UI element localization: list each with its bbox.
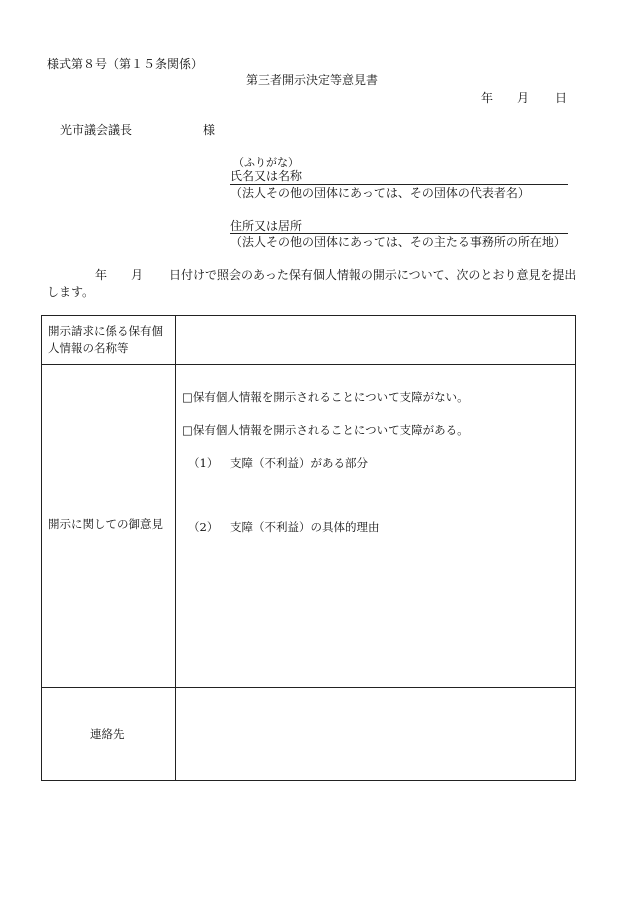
item1-number: （1）: [188, 456, 219, 470]
info-name-field[interactable]: [176, 316, 575, 364]
date-year-label: 年: [481, 91, 494, 105]
row-label-opinion: 開示に関しての御意見: [48, 517, 163, 531]
row-label-info-name: 開示請求に係る保有個 人情報の名称等: [48, 324, 163, 356]
document-title: 第三者開示決定等意見書: [246, 73, 379, 87]
name-underline: [230, 184, 568, 185]
checkbox-no-issue[interactable]: □保有個人情報を開示されることについて支障がない。: [182, 390, 469, 404]
intro-month-label: 月: [131, 268, 144, 282]
intro-year-label: 年: [95, 268, 108, 282]
row-label-contact: 連絡先: [90, 727, 125, 741]
intro-text-line2: します。: [47, 285, 95, 299]
opinion-cell: [176, 365, 575, 687]
intro-text-line1: 日付けで照会のあった保有個人情報の開示について、次のとおり意見を提出: [169, 268, 577, 282]
addressee-honorific: 様: [203, 123, 216, 137]
name-note: （法人その他の団体にあっては、その団体の代表者名）: [230, 186, 530, 200]
address-underline: [230, 233, 568, 234]
address-note: （法人その他の団体にあっては、その主たる事務所の所在地）: [230, 235, 566, 249]
furigana-label: （ふりがな）: [233, 156, 299, 169]
opinion-form-table: [41, 315, 576, 781]
item2-label: 支障（不利益）の具体的理由: [230, 520, 380, 534]
name-label: 氏名又は名称: [230, 169, 303, 183]
item2-number: （2）: [188, 520, 219, 534]
address-label: 住所又は居所: [230, 219, 303, 233]
date-month-label: 月: [517, 91, 530, 105]
item1-label: 支障（不利益）がある部分: [230, 456, 368, 470]
date-day-label: 日: [555, 91, 568, 105]
addressee-name: 光市議会議長: [60, 123, 133, 137]
checkbox-has-issue[interactable]: □保有個人情報を開示されることについて支障がある。: [182, 423, 469, 437]
contact-field[interactable]: [176, 688, 575, 780]
form-number: 様式第８号（第１５条関係）: [47, 57, 204, 71]
